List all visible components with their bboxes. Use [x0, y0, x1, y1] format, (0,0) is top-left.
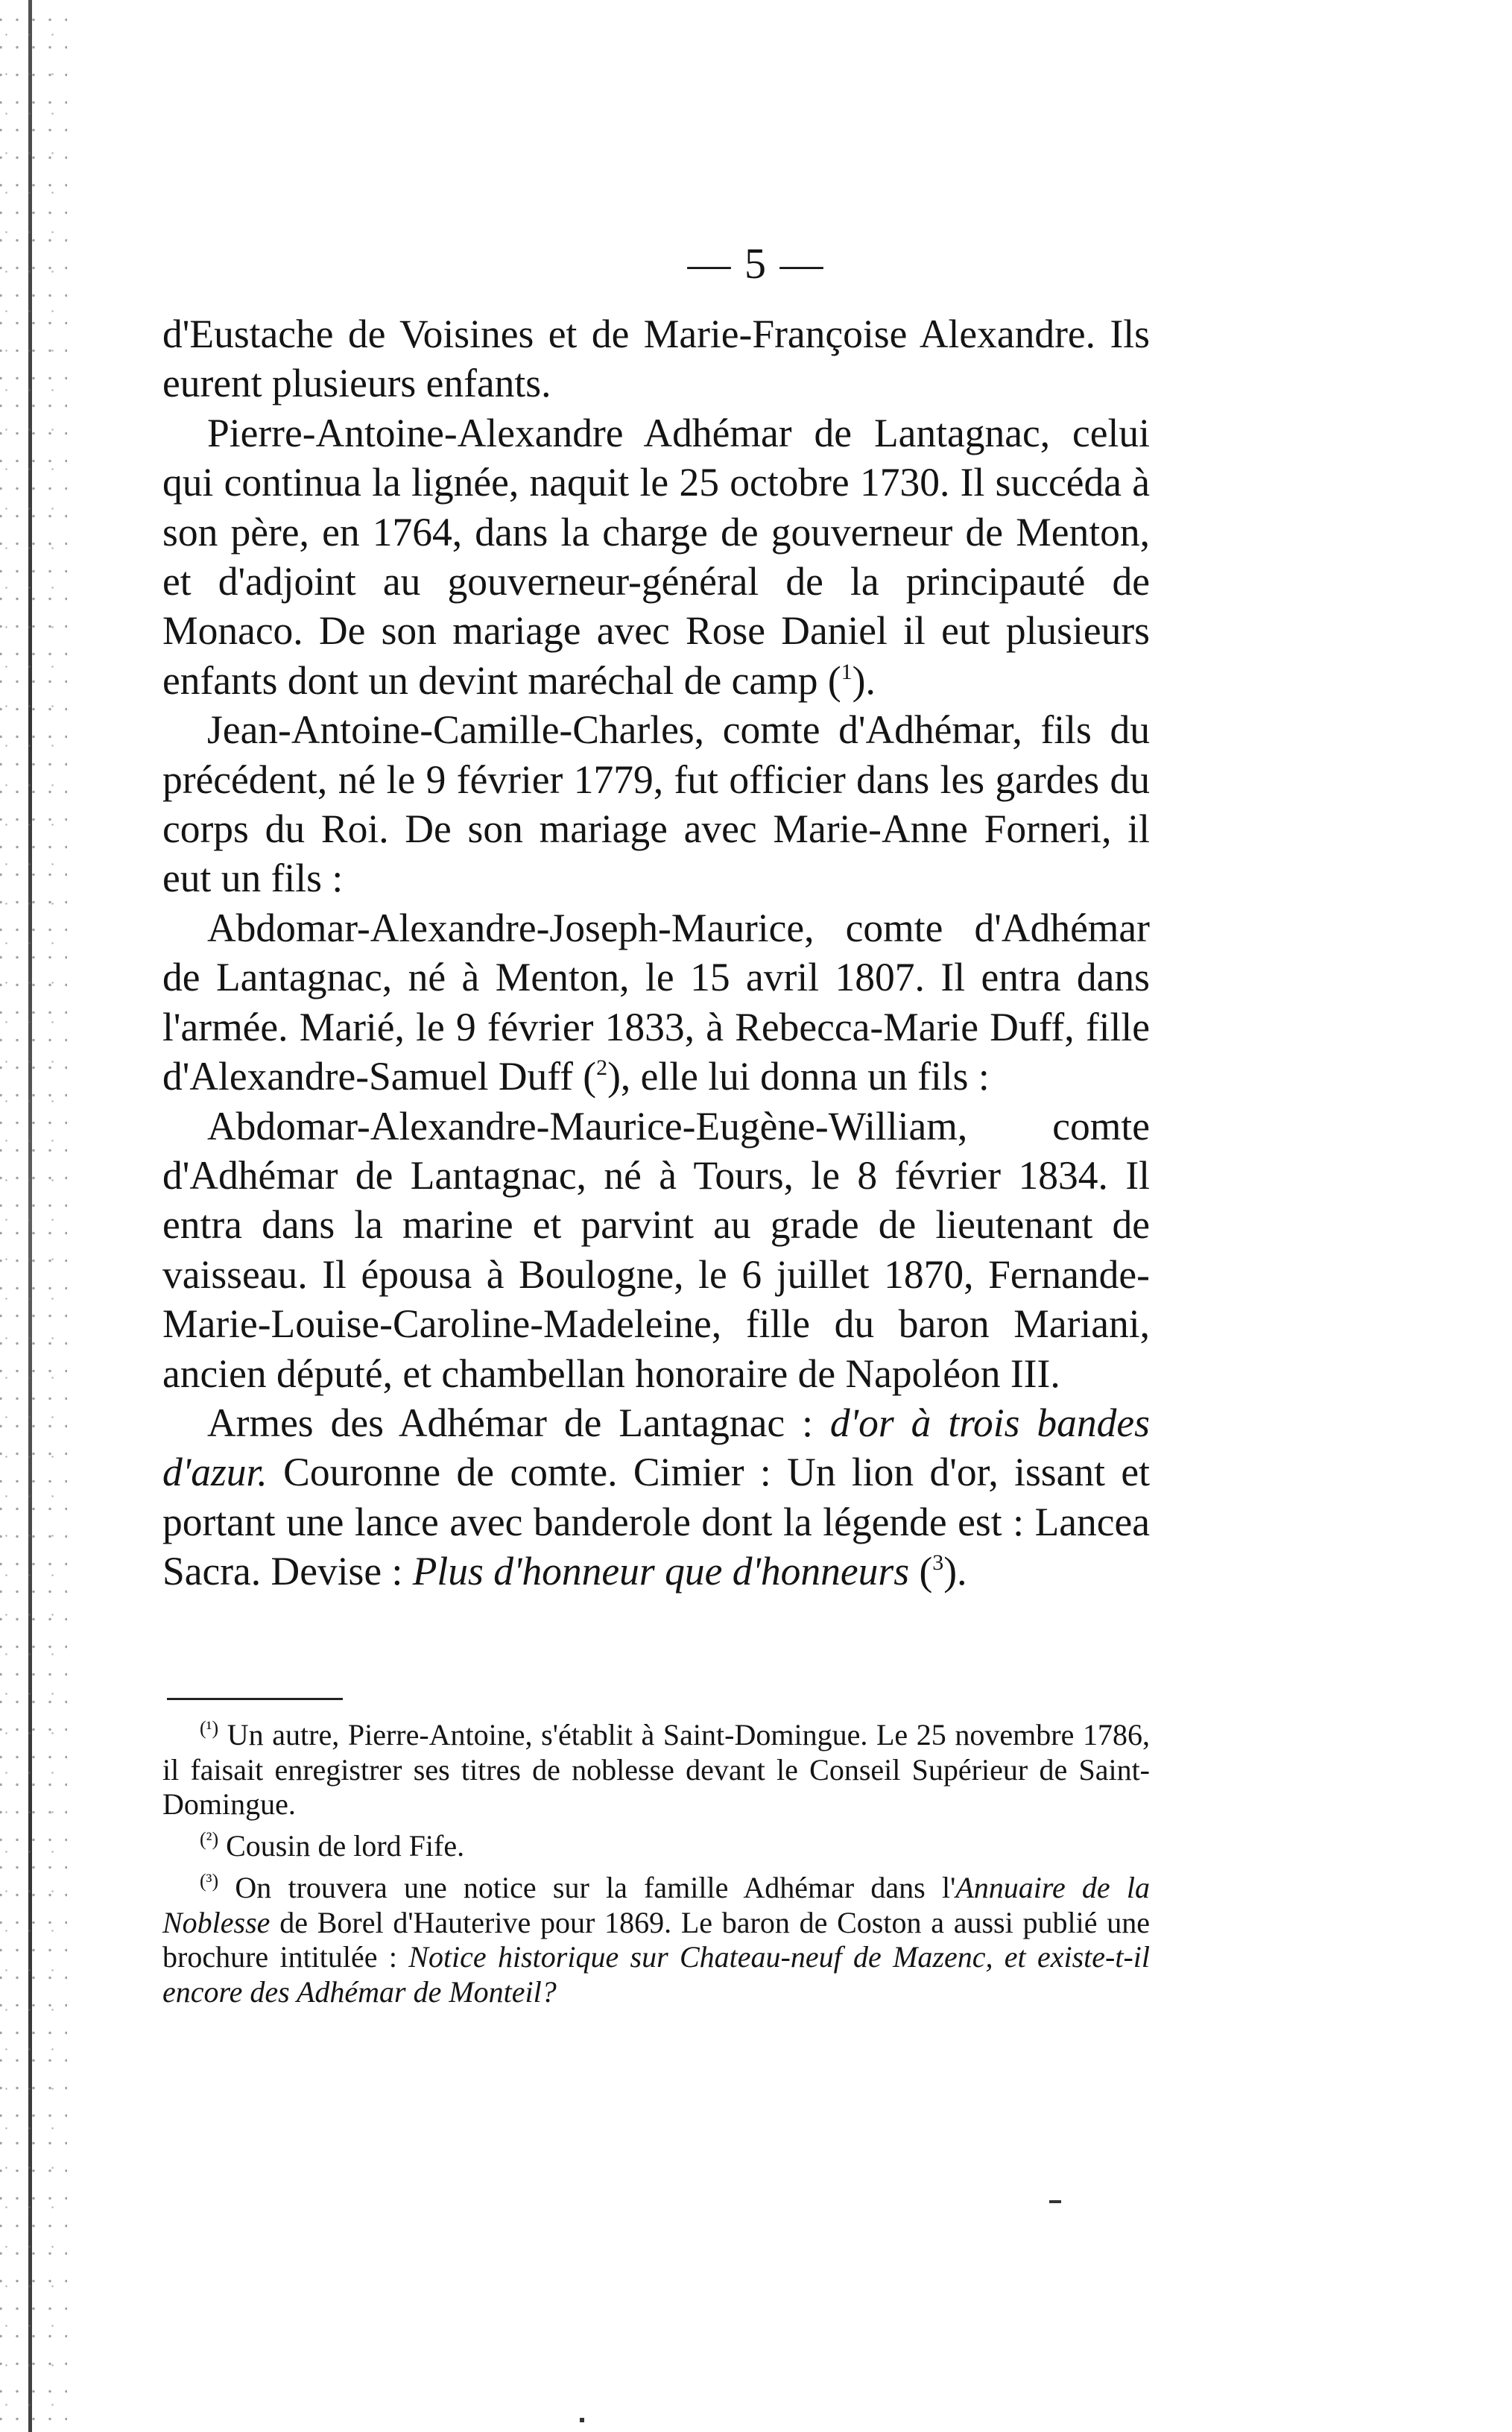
footnote-separator [167, 1698, 343, 1700]
binding-specks [0, 0, 67, 2432]
footnote-ref-1: 1 [841, 659, 853, 684]
footnote-3-annuaire-title: Annuaire de la Noblesse [162, 1870, 1151, 1939]
body-text [162, 309, 1150, 1596]
paragraph-2 [162, 408, 1150, 705]
stray-ink-mark [1049, 2200, 1061, 2203]
arms-blazon: d'or à trois bandes d'azur. [162, 1400, 1150, 1495]
footnote-ref-2: 2 [596, 1055, 608, 1081]
footnote-1 [162, 1711, 1150, 1822]
paragraph-1-text: d'Eustache de Voisines et de Marie-Françoise Alexandre. Ils eurent plusieurs enfants. [162, 312, 1150, 406]
footnote-3-marker: (³) [200, 1869, 219, 1892]
paragraph-2-end: ). [852, 657, 876, 703]
footnote-3 [162, 1864, 1150, 2010]
footnote-3-text: On trouvera une notice sur la famille Adhémar dans l' [218, 1870, 956, 1904]
paragraph-3 [162, 705, 1150, 903]
footnotes [162, 1711, 1150, 2010]
paragraph-4-end: ), elle lui donna un fils : [607, 1054, 990, 1099]
paragraph-4 [162, 903, 1150, 1102]
paragraph-6-paren: ( [909, 1549, 933, 1594]
paragraph-4-text: Abdomar-Alexandre-Joseph-Maurice, comte d'Adhémar de Lantagnac, né à Menton, le 15 avril 1807. Il entra dans l'armée. Marié, le 9 février 1833, à Rebecca-Marie Duff, fille d'Alexandre-Samuel Duff ( [162, 905, 1150, 1099]
footnote-2-text: Cousin de lord Fife. [218, 1829, 465, 1863]
paragraph-6 [162, 1398, 1150, 1596]
page-number: — 5 — [687, 239, 825, 288]
paragraph-6-end: ). [943, 1549, 967, 1594]
paragraph-1 [162, 309, 1150, 408]
footnote-1-text: Un autre, Pierre-Antoine, s'établit à Saint-Domingue. Le 25 novembre 1786, il faisait enregistrer ses titres de noblesse devant le Conseil Supérieur de Saint-Domingue. [162, 1718, 1150, 1822]
footnote-3-text-cont: de Borel d'Hauterive pour 1869. Le baron de Coston a aussi publié une brochure intitulée : [162, 1905, 1150, 1974]
paragraph-5-text: Abdomar-Alexandre-Maurice-Eugène-William, comte d'Adhémar de Lantagnac, né à Tours, le 8 février 1834. Il entra dans la marine et parvint au grade de lieutenant de vaisseau. Il épousa à Boulogne, le 6 juillet 1870, Fernande-Marie-Louise-Caroline-Madeleine, fille du baron Mariani, ancien député, et chambellan honoraire de Napoléon III. [162, 1103, 1150, 1396]
stray-ink-dot [580, 2418, 584, 2422]
footnote-3-brochure-title: Notice historique sur Chateau-neuf de Mazenc, et existe-t-il encore des Adhémar de Monteil? [162, 1940, 1150, 2009]
family-motto: Plus d'honneur que d'honneurs [412, 1549, 910, 1594]
paragraph-5 [162, 1102, 1150, 1398]
arms-description: Couronne de comte. Cimier : Un lion d'or, issant et portant une lance avec banderole dont la légende est : Lancea Sacra. Devise : [162, 1450, 1150, 1594]
footnote-2 [162, 1822, 1150, 1864]
footnote-1-marker: (¹) [200, 1717, 219, 1739]
footnote-2-marker: (²) [200, 1828, 219, 1851]
footnote-ref-3: 3 [932, 1550, 944, 1576]
arms-label: Armes des Adhémar de Lantagnac : [207, 1400, 830, 1445]
page-binding-edge [0, 0, 67, 2432]
paragraph-3-text: Jean-Antoine-Camille-Charles, comte d'Adhémar, fils du précédent, né le 9 février 1779, fut officier dans les gardes du corps du Roi. De son mariage avec Marie-Anne Forneri, il eut un fils : [162, 707, 1150, 901]
paragraph-2-text: Pierre-Antoine-Alexandre Adhémar de Lantagnac, celui qui continua la lignée, naquit le 25 octobre 1730. Il succéda à son père, en 1764, dans la charge de gouverneur de Menton, et d'adjoint au gouverneur-général de la principauté de Monaco. De son mariage avec Rose Daniel il eut plusieurs enfants dont un devint maréchal de camp ( [162, 410, 1150, 703]
